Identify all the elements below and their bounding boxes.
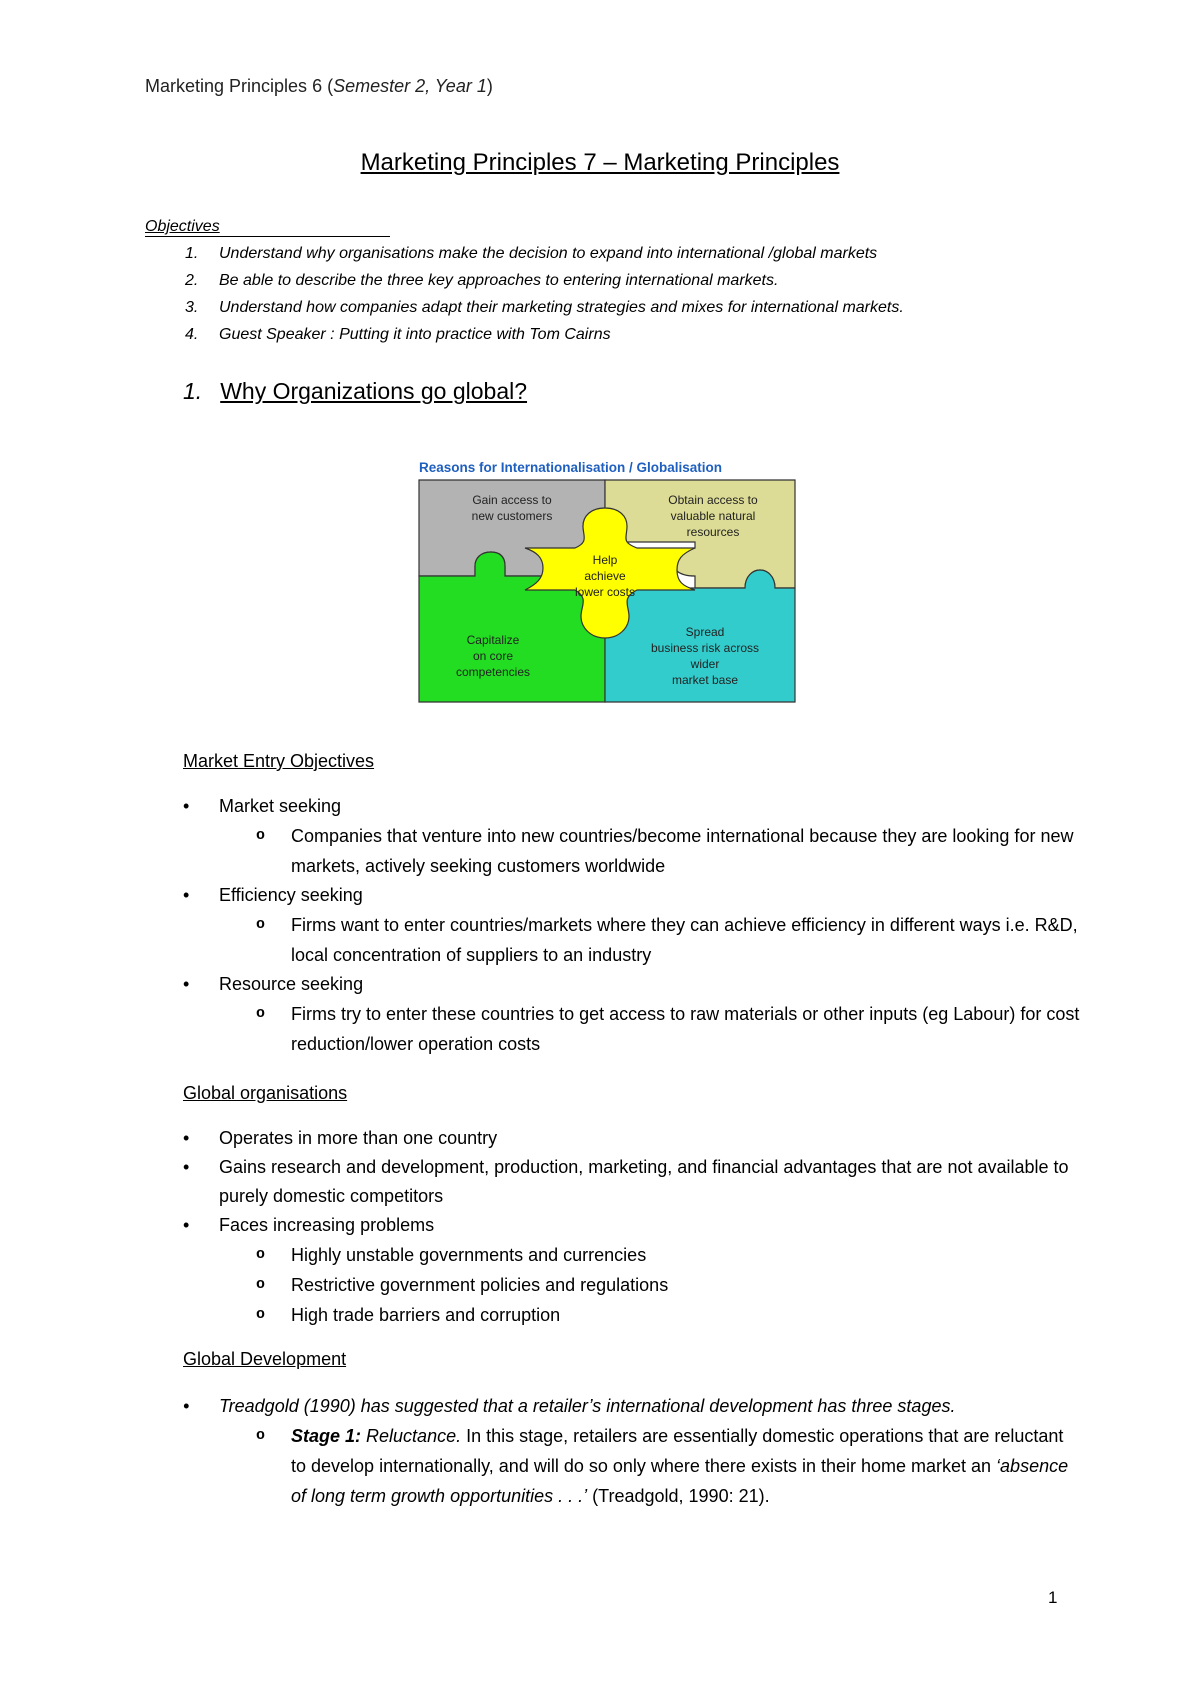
- label-top-left-2: new customers: [471, 509, 553, 523]
- page-number: 1: [1048, 1588, 1058, 1607]
- stage-name: Reluctance.: [361, 1426, 462, 1446]
- objective-item: [185, 321, 904, 348]
- objective-text: Be able to describe the three key approaches to entering international markets.: [219, 272, 779, 289]
- objective-item: [185, 294, 904, 321]
- label-top-right-2: valuable natural: [670, 509, 756, 523]
- objective-item: [185, 267, 904, 294]
- objective-number: 2.: [185, 272, 199, 289]
- objectives-list: [185, 240, 904, 348]
- label-bottom-right-3: wider: [690, 657, 720, 671]
- header-close: ): [486, 76, 493, 96]
- sub-list-item: o Highly unstable governments and currencies: [183, 1240, 1083, 1270]
- label-bottom-left-3: competencies: [455, 665, 531, 679]
- global-development-list: [183, 1392, 1083, 1511]
- list-item: • Resource seeking: [183, 970, 1083, 999]
- list-item: • Gains research and development, production, marketing, and financial advantages that are not available to purely domestic competitors: [183, 1153, 1083, 1211]
- section-heading: [183, 378, 527, 405]
- objective-text: Guest Speaker : Putting it into practice with Tom Cairns: [219, 326, 611, 343]
- list-item: • Treadgold (1990) has suggested that a retailer’s international development has three stages.: [183, 1392, 1083, 1421]
- list-item: • Faces increasing problems: [183, 1211, 1083, 1240]
- label-bottom-right-1: Spread: [685, 625, 725, 639]
- stage-quote: ‘absence of long term growth opportunities . . .’: [291, 1456, 1069, 1506]
- list-item: • Efficiency seeking: [183, 881, 1083, 910]
- label-center-2: achieve: [584, 569, 626, 583]
- label-top-right-1: Obtain access to: [668, 493, 758, 507]
- sub-list-item: o Restrictive government policies and regulations: [183, 1270, 1083, 1300]
- global-organisations-heading: Global organisations: [183, 1083, 348, 1103]
- sub-list-item: o High trade barriers and corruption: [183, 1300, 1083, 1330]
- header-semester: Semester 2, Year 1: [333, 76, 487, 96]
- market-entry-heading: Market Entry Objectives: [183, 751, 375, 771]
- objective-text: Understand why organisations make the decision to expand into international /global markets: [219, 245, 878, 262]
- objective-text: Understand how companies adapt their marketing strategies and mixes for international markets.: [219, 299, 904, 316]
- label-center-1: Help: [592, 553, 618, 567]
- sub-list-item: o Companies that venture into new countries/become international because they are looking for new markets, actively seeking customers worldwide: [183, 821, 1083, 881]
- objectives-underline: [145, 236, 390, 237]
- list-item: • Operates in more than one country: [183, 1124, 1083, 1153]
- global-organisations-list: [183, 1124, 1083, 1330]
- global-development-heading: Global Development: [183, 1349, 347, 1369]
- page-title: Marketing Principles 7 – Marketing Principles: [360, 149, 840, 176]
- list-item: • Market seeking: [183, 792, 1083, 821]
- sub-list-item: [183, 1421, 1083, 1511]
- header-course: Marketing Principles 6 (: [145, 76, 334, 96]
- stage-label: Stage 1:: [291, 1426, 362, 1446]
- sub-list-item: o Firms want to enter countries/markets where they can achieve efficiency in different ways i.e. R&D, local concentration of suppliers to an industry: [183, 910, 1083, 970]
- objective-number: 1.: [185, 245, 199, 262]
- stage-text: In this stage, retailers are essentially domestic operations that are reluctant to develop internationally, and will do so only where there exists in their home market an: [291, 1426, 1064, 1476]
- market-entry-list: [183, 792, 1083, 1059]
- objective-number: 4.: [185, 326, 199, 343]
- globalisation-puzzle-diagram: [415, 458, 799, 704]
- section-title: Why Organizations go global?: [220, 378, 528, 404]
- label-bottom-right-4: market base: [671, 673, 739, 687]
- stage-citation: (Treadgold, 1990: 21).: [587, 1486, 770, 1506]
- label-bottom-right-2: business risk across: [650, 641, 760, 655]
- label-top-left-1: Gain access to: [472, 493, 552, 507]
- page-header: [145, 76, 493, 97]
- sub-list-item: o Firms try to enter these countries to get access to raw materials or other inputs (eg Labour) for cost reduction/lower operation costs: [183, 999, 1083, 1059]
- objective-item: [185, 240, 904, 267]
- section-number: 1.: [183, 378, 203, 404]
- objectives-heading: Objectives: [145, 218, 220, 235]
- diagram-title: Reasons for Internationalisation / Globalisation: [419, 460, 723, 475]
- label-bottom-left-1: Capitalize: [466, 633, 520, 647]
- objective-number: 3.: [185, 299, 199, 316]
- label-bottom-left-2: on core: [472, 649, 514, 663]
- label-center-3: lower costs: [574, 585, 636, 599]
- label-top-right-3: resources: [686, 525, 740, 539]
